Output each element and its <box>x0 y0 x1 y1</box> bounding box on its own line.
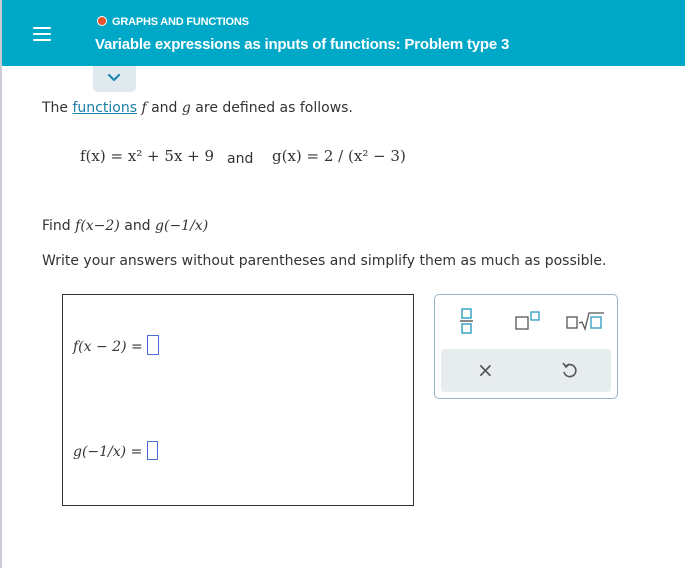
answer-row-f: f(x − 2) = <box>73 335 159 355</box>
f-answer-input[interactable] <box>147 335 159 355</box>
and-word: and <box>227 151 254 167</box>
find-line: Find f(x−2) and g(−1/x) <box>42 218 209 234</box>
left-edge-rule <box>0 0 2 568</box>
answer-area <box>62 294 414 506</box>
instructions: Write your answers without parentheses and simplify them as much as possible. <box>42 253 607 269</box>
chevron-down-icon <box>107 73 121 83</box>
answer-row-g: g(−1/x) = <box>73 441 158 460</box>
fraction-button[interactable] <box>459 307 475 339</box>
intro-line: The functions f and g are defined as follows. <box>42 100 353 116</box>
problem-title: Variable expressions as inputs of functions: Problem type 3 <box>95 36 510 53</box>
square-root-icon <box>565 309 605 333</box>
sqrt-button[interactable] <box>565 309 605 337</box>
undo-icon <box>561 361 577 379</box>
action-bar <box>441 349 611 392</box>
header-bar <box>2 0 685 66</box>
functions-link[interactable]: functions <box>72 100 137 116</box>
undo-button[interactable] <box>561 361 577 383</box>
topic-label: GRAPHS AND FUNCTIONS <box>97 16 249 28</box>
f-definition: f(x) = x² + 5x + 9 <box>80 147 215 165</box>
g-definition: g(x) = 2 / (x² − 3) <box>272 147 406 165</box>
collapse-header-button[interactable] <box>93 66 136 92</box>
fraction-icon <box>459 307 475 335</box>
g-answer-input[interactable] <box>147 441 158 460</box>
find-g-expr: g(−1/x) <box>155 218 209 234</box>
status-dot-icon <box>97 16 107 26</box>
superscript-icon <box>513 309 541 333</box>
find-f-expr: f(x−2) <box>75 218 120 234</box>
superscript-button[interactable] <box>513 309 541 337</box>
clear-button[interactable]: × <box>477 358 494 382</box>
math-toolbar <box>434 294 618 399</box>
menu-icon[interactable] <box>28 22 58 48</box>
